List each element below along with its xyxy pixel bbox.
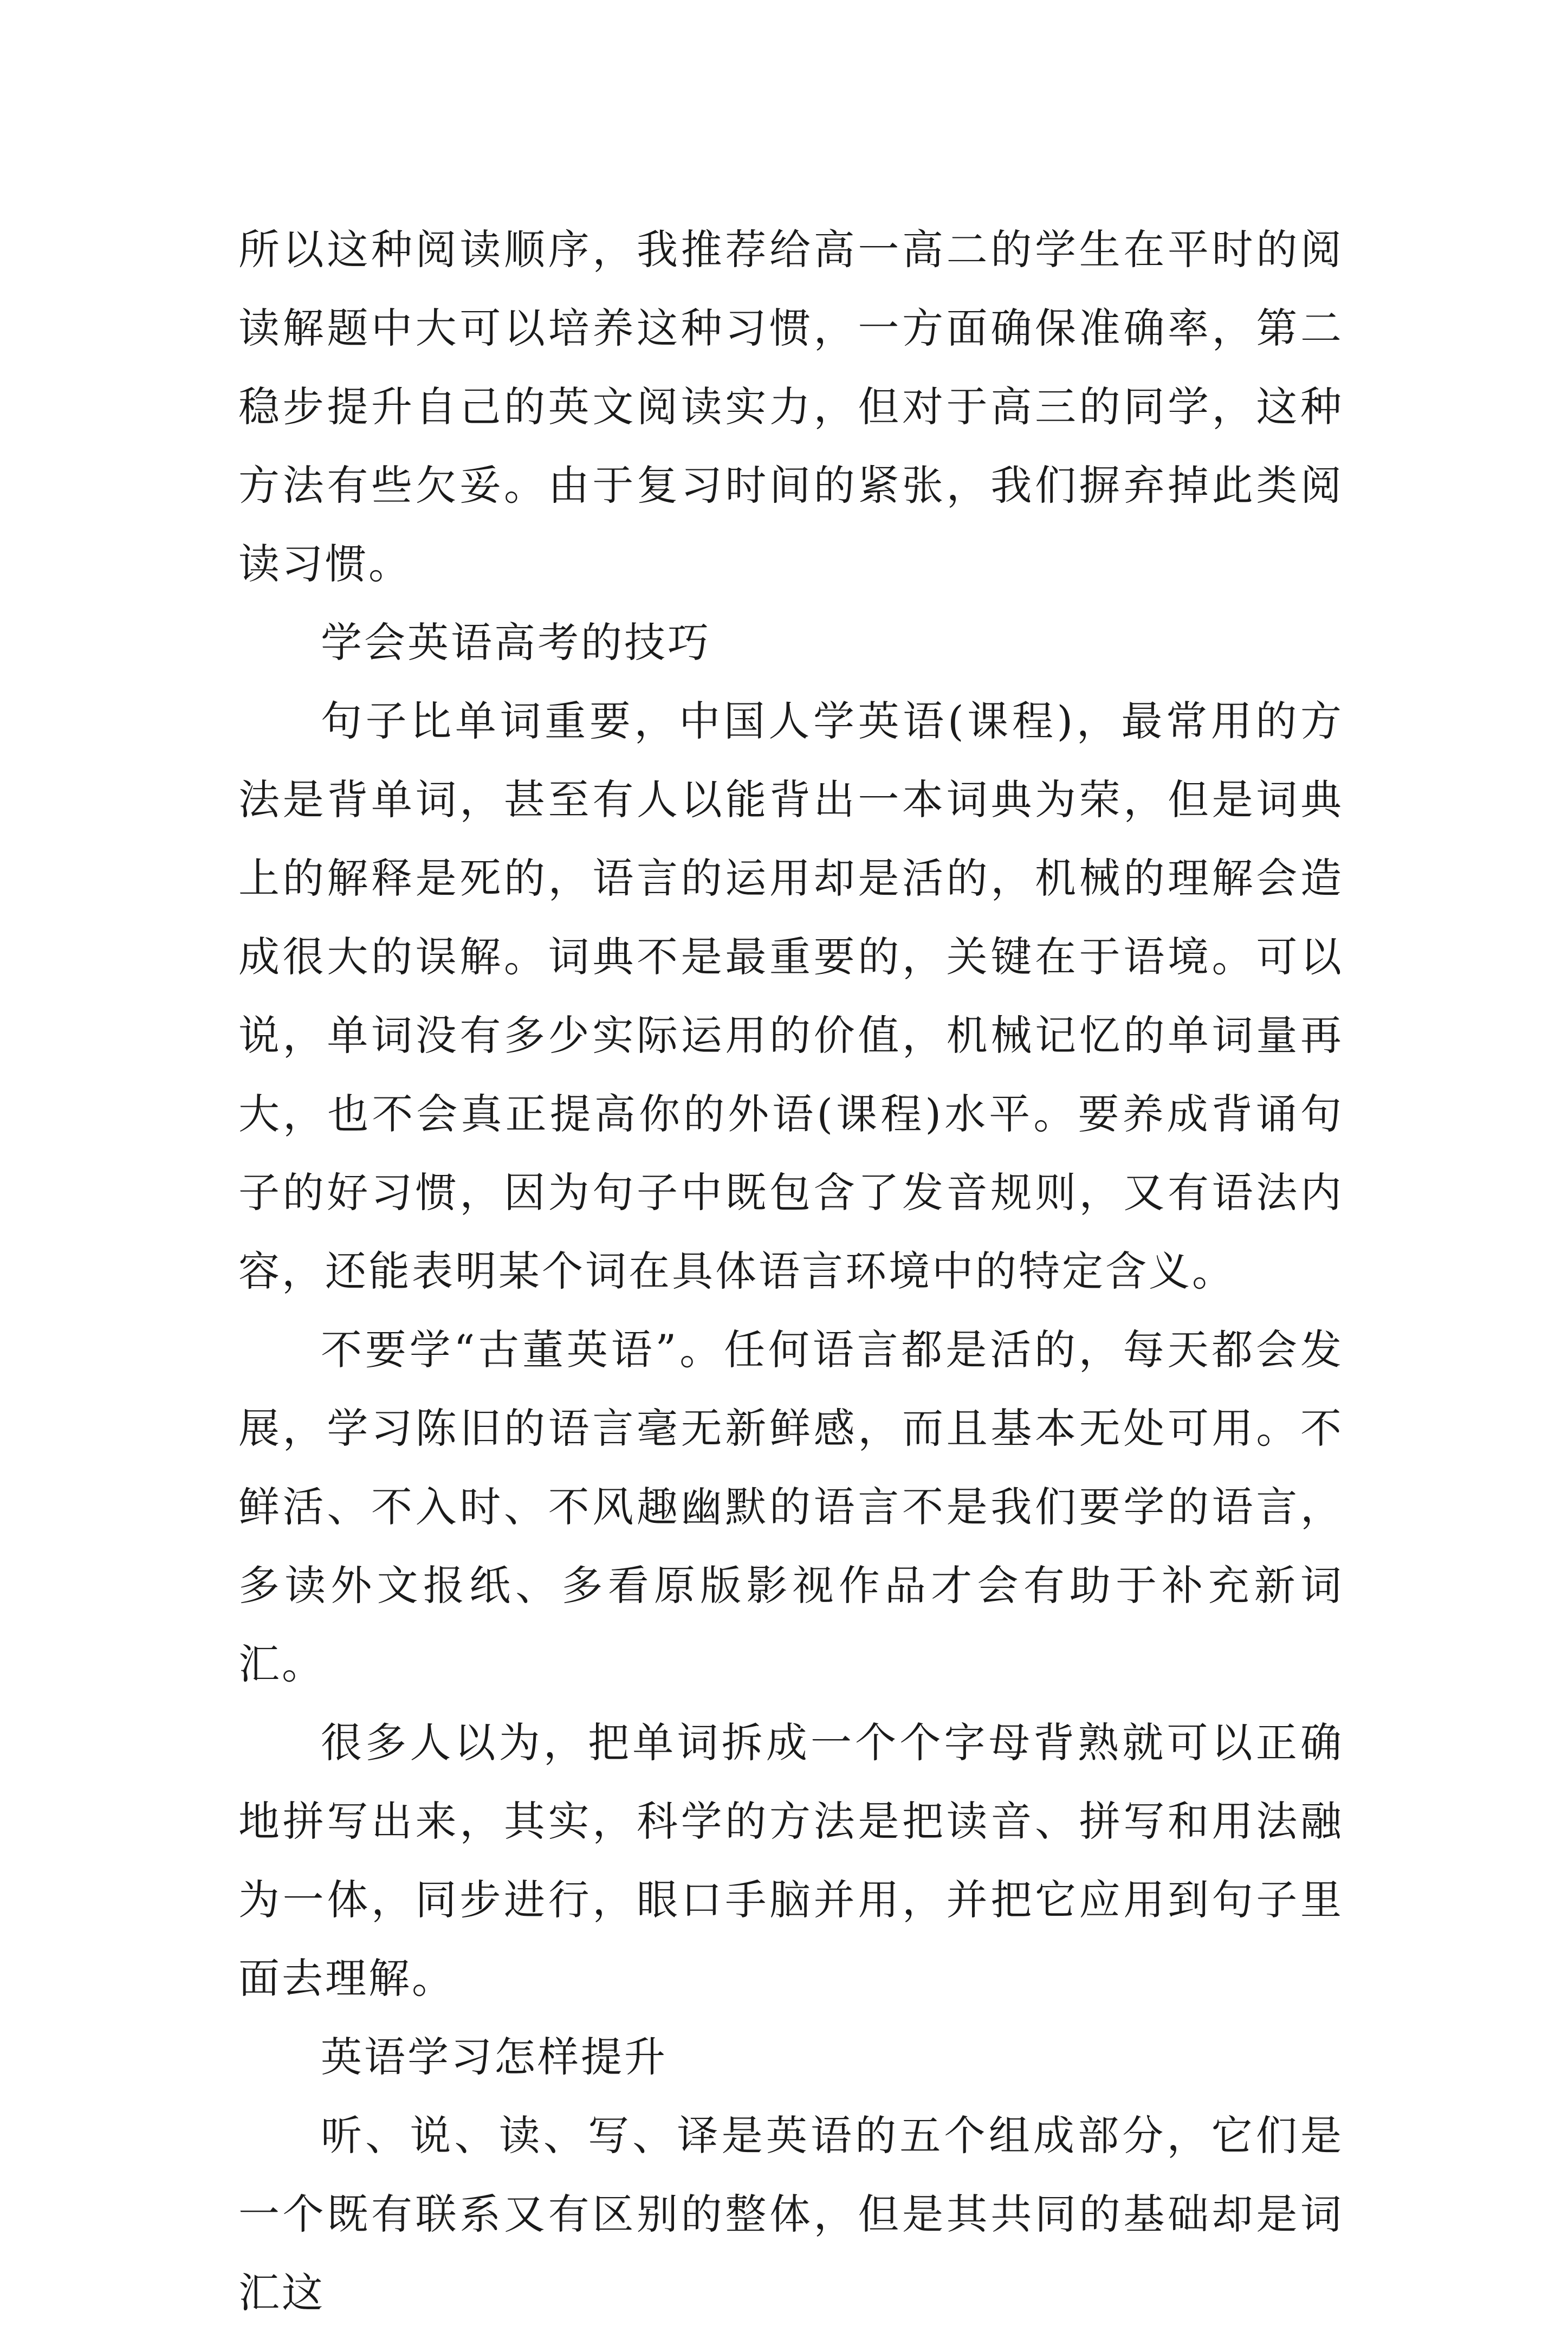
paragraph-avoid-antique-english: 不要学“古董英语”。任何语言都是活的，每天都会发展，学习陈旧的语言毫无新鲜感，而且基本无处可用。不鲜活、不入时、不风趣幽默的语言不是我们要学的语言，多读外文报纸、多看原版影视作品才会有助于补充新词汇。: [238, 1326, 1344, 1688]
heading-exam-skills: 学会英语高考的技巧: [321, 618, 711, 667]
paragraph-five-skills: 听、说、读、写、译是英语的五个组成部分，它们是一个既有联系又有区别的整体，但是其共同的基础却是词汇这: [238, 2111, 1344, 2317]
paragraph-spelling-method: 很多人以为，把单词拆成一个个字母背熟就可以正确地拼写出来，其实，科学的方法是把读音、拼写和用法融为一体，同步进行，眼口手脑并用，并把它应用到句子里面去理解。: [238, 1719, 1344, 2002]
document-body: [238, 210, 1344, 2332]
heading-how-to-improve: 英语学习怎样提升: [321, 2033, 668, 2081]
paragraph-reading-order: 所以这种阅读顺序，我推荐给高一高二的学生在平时的阅读解题中大可以培养这种习惯，一方面确保准确率，第二稳步提升自己的英文阅读实力，但对于高三的同学，这种方法有些欠妥。由于复习时间的紧张，我们摒弃掉此类阅读习惯。: [238, 225, 1344, 588]
paragraph-sentences-over-words: 句子比单词重要，中国人学英语(课程)，最常用的方法是背单词，甚至有人以能背出一本词典为荣，但是词典上的解释是死的，语言的运用却是活的，机械的理解会造成很大的误解。词典不是最重要的，关键在于语境。可以说，单词没有多少实际运用的价值，机械记忆的单词量再大，也不会真正提高你的外语(课程)水平。要养成背诵句子的好习惯，因为句子中既包含了发音规则，又有语法内容，还能表明某个词在具体语言环境中的特定含义。: [238, 697, 1344, 1295]
